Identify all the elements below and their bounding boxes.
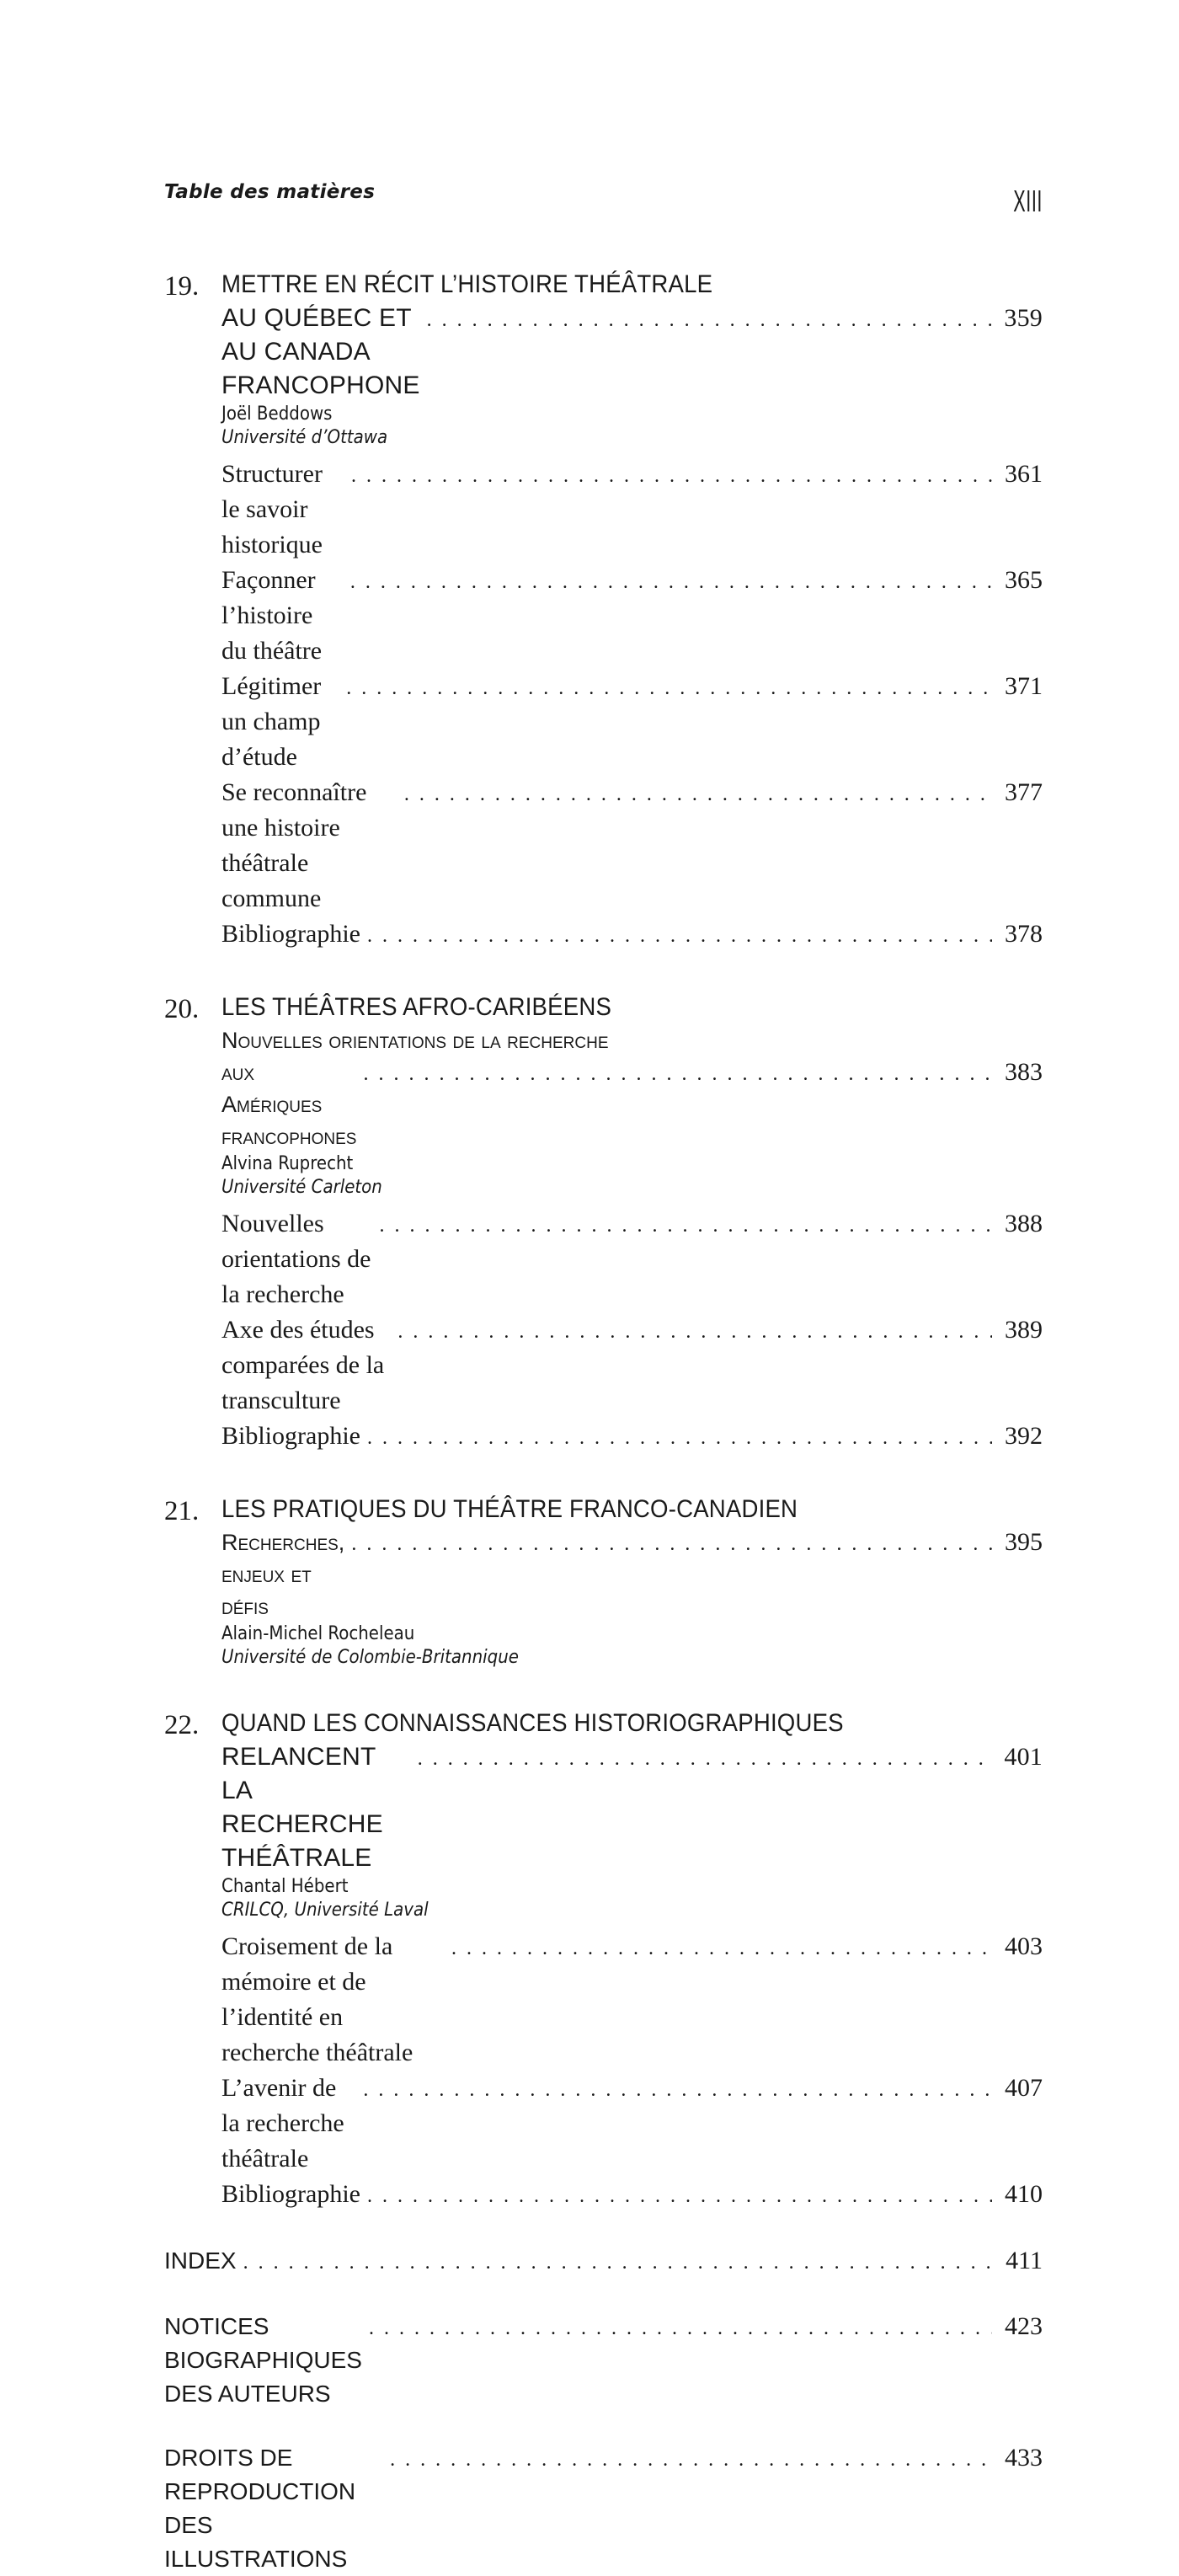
back-matter-label: NOTICES BIOGRAPHIQUES DES AUTEURS	[164, 2313, 362, 2407]
section-label: Bibliographie	[221, 2180, 360, 2208]
chapter-author: Chantal Hébert	[221, 1876, 349, 1897]
chapter-21	[164, 1493, 1043, 1670]
toc-section-entry[interactable]	[221, 2177, 1043, 2214]
toc-index-entry[interactable]	[164, 2244, 1043, 2279]
section-page-number: 388	[1005, 1210, 1043, 1237]
toc-section-entry[interactable]	[221, 457, 1043, 563]
dot-leader	[397, 1314, 992, 1349]
dot-leader	[363, 1058, 992, 1090]
chapter-title-text: RELANCENT LA RECHERCHE THÉÂTRALE	[221, 1743, 383, 1872]
chapter-title-line-last[interactable]	[221, 302, 1043, 403]
chapter-number: 19.	[164, 271, 200, 302]
toc-section-entry[interactable]	[221, 1419, 1043, 1456]
dot-leader	[346, 671, 992, 706]
toc-droits-entry[interactable]	[164, 2441, 1043, 2576]
chapter-author: Alvina Ruprecht	[221, 1153, 354, 1174]
chapter-author: Alain-Michel Rocheleau	[221, 1623, 415, 1644]
section-label: Se reconnaître une histoire théâtrale commune	[221, 778, 367, 912]
chapter-title-line	[221, 1493, 1043, 1526]
chapter-number: 21.	[164, 1496, 200, 1526]
toc-section-entry[interactable]	[221, 669, 1043, 775]
dot-leader	[418, 1742, 992, 1776]
section-page-number: 403	[1005, 1932, 1043, 1960]
chapter-affiliation: Université Carleton	[221, 1177, 382, 1198]
chapter-title-line	[221, 991, 1043, 1024]
section-label: Structurer le savoir historique	[221, 460, 323, 558]
section-label: Légitimer un champ d’étude	[221, 672, 322, 771]
dot-leader	[367, 2178, 992, 2214]
dot-leader	[351, 458, 992, 494]
chapter-page-number: 395	[1005, 1528, 1043, 1556]
dot-leader	[390, 2443, 992, 2477]
section-page-number: 410	[1005, 2180, 1043, 2208]
dot-leader	[243, 2246, 992, 2279]
chapter-title-text: METTRE EN RÉCIT L’HISTOIRE THÉÂTRALE	[221, 270, 713, 298]
section-label: Bibliographie	[221, 1422, 360, 1450]
section-page-number: 361	[1005, 460, 1043, 488]
section-label: Façonner l’histoire du théâtre	[221, 566, 323, 665]
chapter-subtitle-text: Nouvelles orientations de la recherche	[221, 1028, 609, 1053]
section-page-number: 407	[1005, 2074, 1043, 2102]
page-folio: XIII	[1013, 184, 1043, 218]
chapter-number: 22.	[164, 1710, 200, 1740]
chapter-20	[164, 991, 1043, 1456]
chapter-title-line	[221, 1707, 1043, 1740]
dot-leader	[350, 564, 992, 600]
chapter-affiliation: Université de Colombie-Britannique	[221, 1647, 519, 1668]
running-head-title: Table des matières	[164, 181, 376, 203]
chapter-title-text: QUAND LES CONNAISSANCES HISTORIOGRAPHIQUES	[221, 1709, 844, 1737]
dot-leader	[363, 2072, 992, 2108]
section-page-number: 392	[1005, 1422, 1043, 1450]
table-of-contents	[164, 268, 1043, 2576]
toc-section-entry[interactable]	[221, 1929, 1043, 2071]
chapter-page-number: 401	[1004, 1743, 1043, 1771]
chapter-subtitle-line-last[interactable]	[221, 1056, 1043, 1152]
chapter-title-text: LES THÉÂTRES AFRO-CARIBÉENS	[221, 993, 612, 1021]
chapter-subtitle-text: aux Amériques francophones	[221, 1060, 357, 1149]
section-page-number: 365	[1005, 566, 1043, 594]
section-label: Nouvelles orientations de la recherche	[221, 1210, 371, 1308]
chapter-22	[164, 1707, 1043, 2214]
toc-notices-entry[interactable]	[164, 2310, 1043, 2411]
chapter-page-number: 359	[1004, 304, 1043, 332]
chapter-author: Joël Beddows	[221, 404, 333, 425]
back-matter-label: INDEX	[164, 2247, 237, 2274]
toc-section-entry[interactable]	[221, 775, 1043, 917]
section-label: Axe des études comparées de la transculture	[221, 1316, 385, 1414]
section-page-number: 377	[1005, 778, 1043, 806]
chapter-title-line-last[interactable]	[221, 1740, 1043, 1875]
chapter-subtitle-line	[221, 1024, 1043, 1056]
dot-leader	[380, 1208, 992, 1243]
toc-section-entry[interactable]	[221, 1312, 1043, 1419]
section-label: Bibliographie	[221, 920, 360, 948]
toc-section-entry[interactable]	[221, 917, 1043, 954]
dot-leader	[351, 1528, 992, 1560]
section-page-number: 389	[1005, 1316, 1043, 1344]
chapter-subtitle-line-last[interactable]	[221, 1526, 1043, 1622]
chapter-number: 20.	[164, 994, 200, 1024]
chapter-title-text: AU QUÉBEC ET AU CANADA FRANCOPHONE	[221, 304, 420, 399]
section-label: Croisement de la mémoire et de l’identité en recherche théâtrale	[221, 1932, 413, 2066]
chapter-affiliation: CRILCQ, Université Laval	[221, 1900, 429, 1921]
chapter-page-number: 383	[1005, 1058, 1043, 1086]
back-matter-page-number: 411	[1006, 2247, 1043, 2274]
section-page-number: 378	[1005, 920, 1043, 948]
dot-leader	[404, 777, 992, 812]
chapter-subtitle-text: Recherches, enjeux et défis	[221, 1530, 345, 1619]
chapter-title-line	[221, 268, 1043, 302]
toc-section-entry[interactable]	[221, 563, 1043, 669]
chapter-title-text: LES PRATIQUES DU THÉÂTRE FRANCO-CANADIEN	[221, 1495, 798, 1523]
dot-leader	[451, 1931, 992, 1966]
dot-leader	[367, 918, 992, 954]
back-matter-label: DROITS DE REPRODUCTION DES ILLUSTRATIONS	[164, 2445, 356, 2572]
back-matter-page-number: 423	[1005, 2312, 1043, 2340]
chapter-affiliation: Université d’Ottawa	[221, 427, 388, 448]
dot-leader	[369, 2311, 992, 2345]
section-label: L’avenir de la recherche théâtrale	[221, 2074, 344, 2172]
toc-section-entry[interactable]	[221, 2071, 1043, 2177]
section-page-number: 371	[1005, 672, 1043, 700]
dot-leader	[427, 303, 992, 337]
dot-leader	[367, 1420, 992, 1456]
toc-section-entry[interactable]	[221, 1206, 1043, 1312]
back-matter-page-number: 433	[1005, 2444, 1043, 2472]
chapter-19	[164, 268, 1043, 954]
